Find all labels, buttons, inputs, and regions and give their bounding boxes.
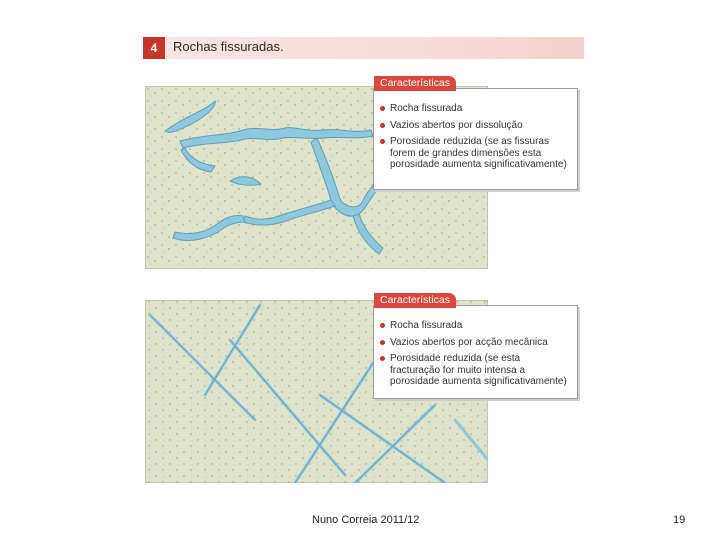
list-item [380,136,571,171]
characteristics-list [380,103,571,176]
characteristics-tag: Características [374,76,456,91]
list-item [380,320,571,332]
list-item-text: Vazios abertos por acção mecânica [390,336,548,348]
bullet-icon [380,139,385,144]
section-title: Rochas fissuradas. [173,39,284,54]
bullet-icon [380,106,385,111]
characteristics-box-dissolution [373,77,578,190]
footer-author: Nuno Correia 2011/12 [312,514,420,526]
list-item-text: Rocha fissurada [390,103,463,114]
list-item-text: Porosidade reduzida (se as fissuras forem de grandes dimensões esta porosidade aumenta significativamente) [390,136,567,170]
bullet-icon [380,123,385,128]
list-item [380,337,571,349]
characteristics-box-fracture [373,294,578,399]
list-item [380,353,571,388]
section-number-badge: 4 [143,37,165,59]
list-item [380,120,571,132]
characteristics-tag: Características [374,293,456,308]
list-item-text: Vazios abertos por dissolução [390,119,523,131]
bullet-icon [380,323,385,328]
list-item-text: Rocha fissurada [390,320,463,331]
bullet-icon [380,356,385,361]
list-item-text: Porosidade reduzida (se esta fracturação for muito intensa a porosidade aumenta significativamente) [390,353,567,387]
bullet-icon [380,340,385,345]
list-item [380,103,571,115]
characteristics-list [380,320,571,393]
page-number: 19 [673,514,686,526]
